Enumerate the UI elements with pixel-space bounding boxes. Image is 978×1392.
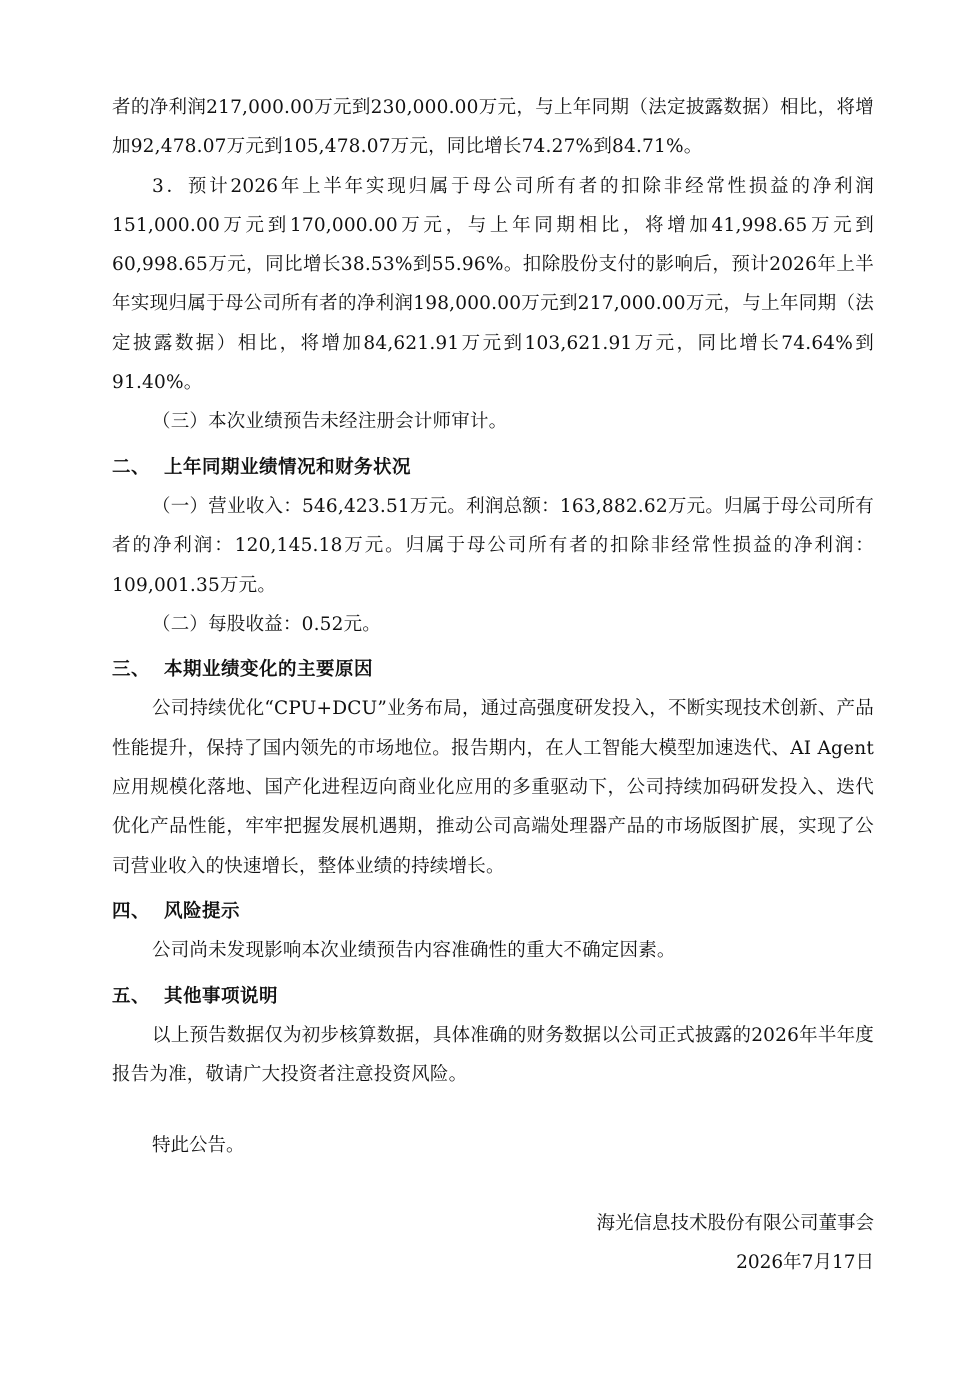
paragraph-risk-warning: 公司尚未发现影响本次业绩预告内容准确性的重大不确定因素。 (152, 940, 676, 962)
section-title: 其他事项说明 (164, 985, 279, 1007)
section-number: 四、 (112, 900, 151, 922)
section-other-matters (112, 977, 874, 1095)
paragraph-prior-year-revenue: （一）营业收入：546,423.51万元。利润总额：163,882.62万元。归属于母公司所有者的净利润：120,145.18万元。归属于母公司所有者的扣除非经常性损益的净利润：109,001.35万元。 (112, 495, 874, 596)
section-heading (112, 448, 874, 487)
section-title: 本期业绩变化的主要原因 (164, 659, 374, 681)
paragraph-other-matters: 以上预告数据仅为初步核算数据，具体准确的财务数据以公司正式披露的2026年半年度报告为准，敬请广大投资者注意投资风险。 (112, 1024, 874, 1086)
signature-date: 2026年7月17日 (736, 1252, 874, 1274)
document-page (112, 88, 874, 1282)
section-main-reasons (112, 650, 874, 886)
section-risk-warning (112, 892, 874, 971)
section-title: 风险提示 (164, 900, 241, 922)
section-number: 五、 (112, 985, 151, 1007)
spacer (112, 1166, 874, 1204)
paragraph-main-reasons: 公司持续优化“CPU+DCU”业务布局，通过高强度研发投入，不断实现技术创新、产品性能提升，保持了国内领先的市场地位。报告期内，在人工智能大模型加速迭代、AI Agent应用规模化落地、国产化进程迈向商业化应用的多重驱动下，公司持续加码研发投入、迭代优化产品性能，牢牢把握发展机遇期，推动公司高端处理器产品的市场版图扩展，实现了公司营业收入的快速增长，整体业绩的持续增长。 (112, 698, 874, 877)
section-heading (112, 650, 874, 689)
spacer (112, 1094, 874, 1126)
paragraph-audit-note: （三）本次业绩预告未经注册会计师审计。 (152, 411, 508, 433)
section-prior-year (112, 448, 874, 644)
signature-company: 海光信息技术股份有限公司董事会 (596, 1212, 874, 1234)
section-title: 上年同期业绩情况和财务状况 (164, 456, 412, 478)
section-heading (112, 977, 874, 1016)
section-number: 三、 (112, 659, 151, 681)
section-heading (112, 892, 874, 931)
paragraph-net-profit-continued: 者的净利润217,000.00万元到230,000.00万元，与上年同期（法定披露数据）相比，将增加92,478.07万元到105,478.07万元，同比增长74.27%到84.71%。 (112, 97, 874, 158)
closing-statement: 特此公告。 (152, 1135, 245, 1157)
paragraph-prior-year-eps: （二）每股收益：0.52元。 (152, 613, 381, 635)
paragraph-item-3-deducted-profit: 3．预计2026年上半年实现归属于母公司所有者的扣除非经常性损益的净利润151,000.00万元到170,000.00万元，与上年同期相比，将增加41,998.65万元到60,998.65万元，同比增长38.53%到55.96%。扣除股份支付的影响后，预计2026年上半年实现归属于母公司所有者的净利润198,000.00万元到217,000.00万元，与上年同期（法定披露数据）相比，将增加84,621.91万元到103,621.91万元，同比增长74.64%到91.40%。 (112, 175, 874, 394)
section-number: 二、 (112, 456, 151, 478)
